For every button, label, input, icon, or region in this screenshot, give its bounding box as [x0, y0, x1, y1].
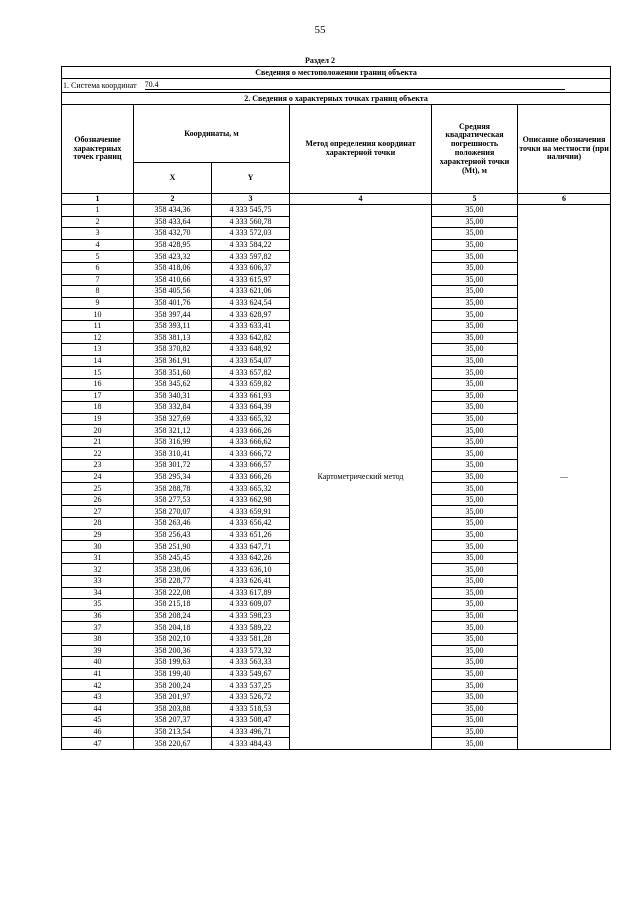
point-number-cell: 34 [62, 587, 134, 599]
column-number: 1 [62, 194, 134, 205]
subsection-title: 2. Сведения о характерных точках границ объекта [62, 93, 611, 105]
y-coord-cell: 4 333 656,42 [212, 518, 290, 530]
y-coord-cell: 4 333 549,67 [212, 668, 290, 680]
x-coord-cell: 358 310,41 [134, 448, 212, 460]
y-coord-cell: 4 333 654,07 [212, 355, 290, 367]
accuracy-cell: 35,00 [432, 332, 518, 344]
x-coord-cell: 358 288,78 [134, 483, 212, 495]
point-number-cell: 38 [62, 633, 134, 645]
accuracy-cell: 35,00 [432, 390, 518, 402]
accuracy-cell: 35,00 [432, 239, 518, 251]
x-coord-cell: 358 401,76 [134, 297, 212, 309]
accuracy-cell: 35,00 [432, 205, 518, 217]
x-coord-cell: 358 361,91 [134, 355, 212, 367]
point-number-cell: 1 [62, 205, 134, 217]
point-number-cell: 35 [62, 599, 134, 611]
y-coord-cell: 4 333 606,37 [212, 262, 290, 274]
point-number-cell: 16 [62, 378, 134, 390]
column-number: 4 [290, 194, 432, 205]
coord-system-value: 70.4 [145, 81, 565, 90]
point-number-cell: 9 [62, 297, 134, 309]
point-number-cell: 46 [62, 726, 134, 738]
accuracy-cell: 35,00 [432, 344, 518, 356]
section-label: Раздел 2 [304, 56, 336, 65]
y-coord-cell: 4 333 626,41 [212, 576, 290, 588]
header-y: Y [212, 163, 290, 194]
point-number-cell: 3 [62, 228, 134, 240]
accuracy-cell: 35,00 [432, 286, 518, 298]
point-number-cell: 30 [62, 541, 134, 553]
y-coord-cell: 4 333 537,25 [212, 680, 290, 692]
accuracy-cell: 35,00 [432, 274, 518, 286]
point-number-cell: 41 [62, 668, 134, 680]
accuracy-cell: 35,00 [432, 633, 518, 645]
point-number-cell: 27 [62, 506, 134, 518]
x-coord-cell: 358 393,11 [134, 320, 212, 332]
x-coord-cell: 358 295,34 [134, 471, 212, 483]
header-x: X [134, 163, 212, 194]
x-coord-cell: 358 321,12 [134, 425, 212, 437]
y-coord-cell: 4 333 624,54 [212, 297, 290, 309]
header-point: Обозначение характерных точек границ [62, 105, 134, 194]
y-coord-cell: 4 333 609,07 [212, 599, 290, 611]
y-coord-cell: 4 333 666,72 [212, 448, 290, 460]
column-number: 3 [212, 194, 290, 205]
accuracy-cell: 35,00 [432, 622, 518, 634]
point-number-cell: 45 [62, 715, 134, 727]
y-coord-cell: 4 333 508,47 [212, 715, 290, 727]
y-coord-cell: 4 333 621,06 [212, 286, 290, 298]
y-coord-cell: 4 333 572,03 [212, 228, 290, 240]
y-coord-cell: 4 333 666,62 [212, 436, 290, 448]
accuracy-cell: 35,00 [432, 506, 518, 518]
y-coord-cell: 4 333 615,97 [212, 274, 290, 286]
x-coord-cell: 358 238,06 [134, 564, 212, 576]
accuracy-cell: 35,00 [432, 378, 518, 390]
table-row [62, 205, 611, 217]
accuracy-cell: 35,00 [432, 413, 518, 425]
x-coord-cell: 358 270,07 [134, 506, 212, 518]
y-coord-cell: 4 333 617,89 [212, 587, 290, 599]
y-coord-cell: 4 333 545,75 [212, 205, 290, 217]
y-coord-cell: 4 333 598,23 [212, 610, 290, 622]
point-number-cell: 14 [62, 355, 134, 367]
point-number-cell: 42 [62, 680, 134, 692]
accuracy-cell: 35,00 [432, 460, 518, 472]
point-number-cell: 21 [62, 436, 134, 448]
x-coord-cell: 358 327,69 [134, 413, 212, 425]
point-number-cell: 36 [62, 610, 134, 622]
x-coord-cell: 358 200,24 [134, 680, 212, 692]
y-coord-cell: 4 333 484,43 [212, 738, 290, 750]
accuracy-cell: 35,00 [432, 367, 518, 379]
accuracy-cell: 35,00 [432, 425, 518, 437]
x-coord-cell: 358 245,45 [134, 552, 212, 564]
table-body [62, 205, 611, 750]
y-coord-cell: 4 333 651,26 [212, 529, 290, 541]
accuracy-cell: 35,00 [432, 494, 518, 506]
x-coord-cell: 358 418,06 [134, 262, 212, 274]
y-coord-cell: 4 333 597,82 [212, 251, 290, 263]
accuracy-cell: 35,00 [432, 471, 518, 483]
accuracy-cell: 35,00 [432, 680, 518, 692]
y-coord-cell: 4 333 647,71 [212, 541, 290, 553]
coord-system-label: 1. Система координат [63, 81, 137, 90]
method-cell: Картометрический метод [290, 205, 432, 750]
accuracy-cell: 35,00 [432, 541, 518, 553]
x-coord-cell: 358 434,36 [134, 205, 212, 217]
x-coord-cell: 358 397,44 [134, 309, 212, 321]
y-coord-cell: 4 333 573,32 [212, 645, 290, 657]
accuracy-cell: 35,00 [432, 715, 518, 727]
x-coord-cell: 358 277,53 [134, 494, 212, 506]
point-number-cell: 25 [62, 483, 134, 495]
accuracy-cell: 35,00 [432, 564, 518, 576]
point-number-cell: 11 [62, 320, 134, 332]
section-title: Сведения о местоположении границ объекта [62, 67, 611, 79]
x-coord-cell: 358 316,99 [134, 436, 212, 448]
accuracy-cell: 35,00 [432, 645, 518, 657]
y-coord-cell: 4 333 664,39 [212, 402, 290, 414]
accuracy-cell: 35,00 [432, 355, 518, 367]
y-coord-cell: 4 333 666,26 [212, 471, 290, 483]
y-coord-cell: 4 333 665,32 [212, 413, 290, 425]
accuracy-cell: 35,00 [432, 738, 518, 750]
y-coord-cell: 4 333 636,10 [212, 564, 290, 576]
x-coord-cell: 358 201,97 [134, 691, 212, 703]
x-coord-cell: 358 200,36 [134, 645, 212, 657]
x-coord-cell: 358 345,62 [134, 378, 212, 390]
x-coord-cell: 358 251,90 [134, 541, 212, 553]
point-number-cell: 4 [62, 239, 134, 251]
y-coord-cell: 4 333 662,98 [212, 494, 290, 506]
y-coord-cell: 4 333 657,82 [212, 367, 290, 379]
point-number-cell: 47 [62, 738, 134, 750]
y-coord-cell: 4 333 589,22 [212, 622, 290, 634]
coord-system-row [62, 79, 611, 93]
point-number-cell: 40 [62, 657, 134, 669]
point-number-cell: 7 [62, 274, 134, 286]
y-coord-cell: 4 333 518,53 [212, 703, 290, 715]
y-coord-cell: 4 333 563,33 [212, 657, 290, 669]
x-coord-cell: 358 432,70 [134, 228, 212, 240]
point-number-cell: 43 [62, 691, 134, 703]
header-method: Метод определения координат характерной точки [290, 105, 432, 194]
accuracy-cell: 35,00 [432, 587, 518, 599]
point-number-cell: 13 [62, 344, 134, 356]
y-coord-cell: 4 333 633,41 [212, 320, 290, 332]
x-coord-cell: 358 433,64 [134, 216, 212, 228]
point-number-cell: 32 [62, 564, 134, 576]
accuracy-cell: 35,00 [432, 297, 518, 309]
accuracy-cell: 35,00 [432, 436, 518, 448]
point-number-cell: 19 [62, 413, 134, 425]
header-accuracy: Средняя квадратическая погрешность положения характерной точки (Mt), м [432, 105, 518, 194]
point-number-cell: 33 [62, 576, 134, 588]
accuracy-cell: 35,00 [432, 610, 518, 622]
point-number-cell: 39 [62, 645, 134, 657]
x-coord-cell: 358 410,66 [134, 274, 212, 286]
column-number: 6 [518, 194, 611, 205]
accuracy-cell: 35,00 [432, 518, 518, 530]
x-coord-cell: 358 213,54 [134, 726, 212, 738]
accuracy-cell: 35,00 [432, 216, 518, 228]
x-coord-cell: 358 228,77 [134, 576, 212, 588]
point-number-cell: 23 [62, 460, 134, 472]
accuracy-cell: 35,00 [432, 402, 518, 414]
x-coord-cell: 358 220,67 [134, 738, 212, 750]
accuracy-cell: 35,00 [432, 599, 518, 611]
y-coord-cell: 4 333 642,82 [212, 332, 290, 344]
y-coord-cell: 4 333 642,26 [212, 552, 290, 564]
y-coord-cell: 4 333 648,92 [212, 344, 290, 356]
accuracy-cell: 35,00 [432, 228, 518, 240]
x-coord-cell: 358 263,46 [134, 518, 212, 530]
accuracy-cell: 35,00 [432, 691, 518, 703]
x-coord-cell: 358 405,56 [134, 286, 212, 298]
point-number-cell: 5 [62, 251, 134, 263]
x-coord-cell: 358 351,60 [134, 367, 212, 379]
point-number-cell: 26 [62, 494, 134, 506]
header-description: Описание обозначения точки на местности (при наличии) [518, 105, 611, 194]
x-coord-cell: 358 199,40 [134, 668, 212, 680]
x-coord-cell: 358 381,13 [134, 332, 212, 344]
x-coord-cell: 358 428,95 [134, 239, 212, 251]
point-number-cell: 12 [62, 332, 134, 344]
point-number-cell: 22 [62, 448, 134, 460]
accuracy-cell: 35,00 [432, 726, 518, 738]
y-coord-cell: 4 333 560,78 [212, 216, 290, 228]
point-number-cell: 44 [62, 703, 134, 715]
y-coord-cell: 4 333 666,57 [212, 460, 290, 472]
point-number-cell: 17 [62, 390, 134, 402]
column-number: 5 [432, 194, 518, 205]
accuracy-cell: 35,00 [432, 448, 518, 460]
description-cell: — [518, 205, 611, 750]
accuracy-cell: 35,00 [432, 657, 518, 669]
x-coord-cell: 358 423,32 [134, 251, 212, 263]
point-number-cell: 8 [62, 286, 134, 298]
accuracy-cell: 35,00 [432, 262, 518, 274]
point-number-cell: 31 [62, 552, 134, 564]
point-number-cell: 2 [62, 216, 134, 228]
column-number: 2 [134, 194, 212, 205]
y-coord-cell: 4 333 496,71 [212, 726, 290, 738]
x-coord-cell: 358 340,31 [134, 390, 212, 402]
y-coord-cell: 4 333 665,32 [212, 483, 290, 495]
point-number-cell: 37 [62, 622, 134, 634]
x-coord-cell: 358 332,84 [134, 402, 212, 414]
page-number: 55 [314, 24, 326, 36]
accuracy-cell: 35,00 [432, 668, 518, 680]
y-coord-cell: 4 333 666,26 [212, 425, 290, 437]
point-number-cell: 10 [62, 309, 134, 321]
x-coord-cell: 358 301,72 [134, 460, 212, 472]
y-coord-cell: 4 333 526,72 [212, 691, 290, 703]
header-coords: Координаты, м [134, 105, 290, 163]
accuracy-cell: 35,00 [432, 309, 518, 321]
accuracy-cell: 35,00 [432, 251, 518, 263]
y-coord-cell: 4 333 659,91 [212, 506, 290, 518]
point-number-cell: 20 [62, 425, 134, 437]
x-coord-cell: 358 207,37 [134, 715, 212, 727]
x-coord-cell: 358 222,08 [134, 587, 212, 599]
y-coord-cell: 4 333 584,22 [212, 239, 290, 251]
boundary-points-table [61, 66, 611, 750]
y-coord-cell: 4 333 628,97 [212, 309, 290, 321]
y-coord-cell: 4 333 661,93 [212, 390, 290, 402]
accuracy-cell: 35,00 [432, 483, 518, 495]
x-coord-cell: 358 256,43 [134, 529, 212, 541]
x-coord-cell: 358 202,10 [134, 633, 212, 645]
point-number-cell: 6 [62, 262, 134, 274]
accuracy-cell: 35,00 [432, 552, 518, 564]
point-number-cell: 28 [62, 518, 134, 530]
point-number-cell: 24 [62, 471, 134, 483]
point-number-cell: 18 [62, 402, 134, 414]
x-coord-cell: 358 204,18 [134, 622, 212, 634]
accuracy-cell: 35,00 [432, 703, 518, 715]
x-coord-cell: 358 215,18 [134, 599, 212, 611]
y-coord-cell: 4 333 581,28 [212, 633, 290, 645]
x-coord-cell: 358 208,24 [134, 610, 212, 622]
x-coord-cell: 358 199,63 [134, 657, 212, 669]
accuracy-cell: 35,00 [432, 529, 518, 541]
accuracy-cell: 35,00 [432, 576, 518, 588]
accuracy-cell: 35,00 [432, 320, 518, 332]
y-coord-cell: 4 333 659,82 [212, 378, 290, 390]
x-coord-cell: 358 203,88 [134, 703, 212, 715]
point-number-cell: 29 [62, 529, 134, 541]
x-coord-cell: 358 370,82 [134, 344, 212, 356]
point-number-cell: 15 [62, 367, 134, 379]
